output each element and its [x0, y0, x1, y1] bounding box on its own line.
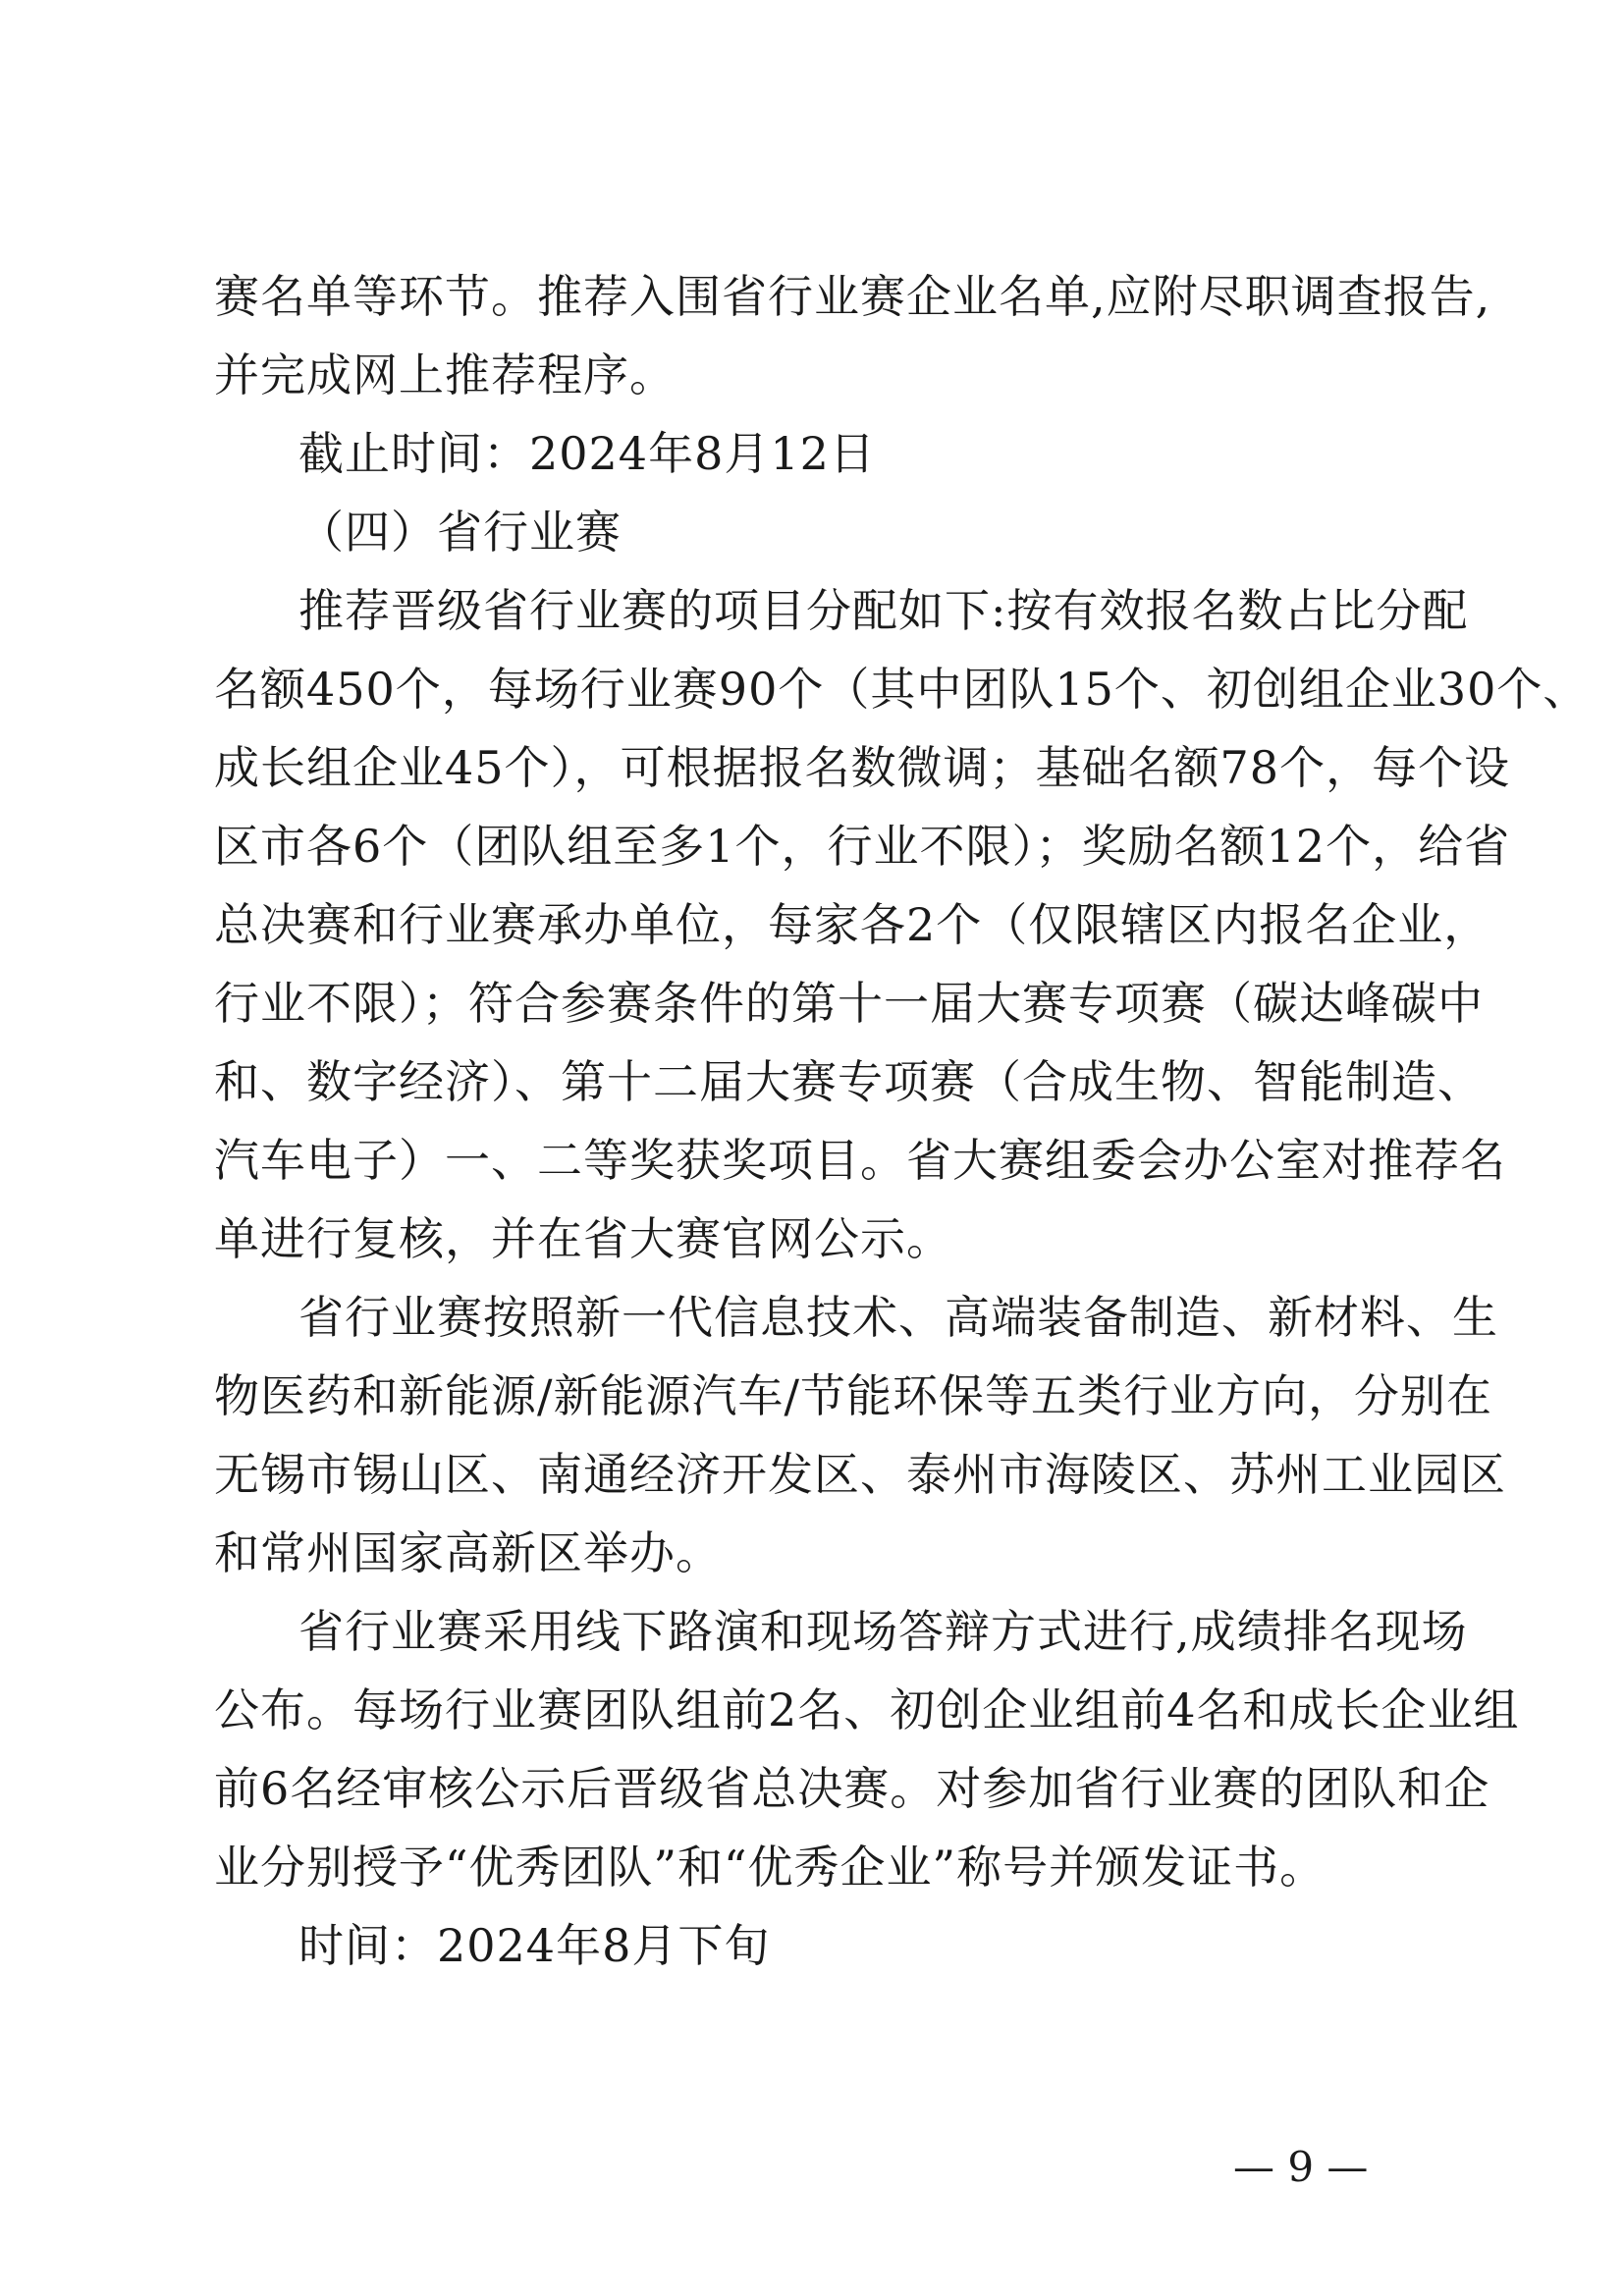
- text-line: 和常州国家高新区举办。: [214, 1526, 722, 1579]
- deadline-text: 截止时间：2024年8月12日: [298, 427, 876, 480]
- paragraph-time: [214, 1906, 1424, 1985]
- section-heading: [214, 493, 1424, 571]
- text-line: 单进行复核，并在省大赛官网公示。: [214, 1212, 952, 1265]
- text-line: 总决赛和行业赛承办单位，每家各2个（仅限辖区内报名企业，: [214, 898, 1490, 951]
- paragraph-allocation: [214, 571, 1590, 1278]
- text-line: 前6名经审核公示后晋级省总决赛。对参加省行业赛的团队和企: [214, 1762, 1490, 1815]
- text-line: 区市各6个（团队组至多1个，行业不限）；奖励名额12个，给省: [214, 820, 1511, 873]
- text-line: 行业不限）；符合参赛条件的第十一届大赛专项赛（碳达峰碳中: [214, 977, 1484, 1030]
- text-line: 省行业赛按照新一代信息技术、高端装备制造、新材料、生: [298, 1291, 1498, 1344]
- paragraph-format: [214, 1592, 1520, 1906]
- text-line: 推荐晋级省行业赛的项目分配如下:按有效报名数占比分配: [298, 584, 1469, 637]
- section-heading-text: （四）省行业赛: [298, 506, 622, 559]
- text-line: 公布。每场行业赛团队组前2名、初创企业组前4名和成长企业组: [214, 1683, 1520, 1736]
- text-line: 赛名单等环节。推荐入围省行业赛企业名单,应附尽职调查报告,: [214, 270, 1491, 323]
- page-number: — 9 —: [1233, 2143, 1369, 2191]
- paragraph-deadline: [214, 414, 1424, 493]
- text-line: 名额450个，每场行业赛90个（其中团队15个、初创组企业30个、: [214, 663, 1590, 716]
- text-line: 无锡市锡山区、南通经济开发区、泰州市海陵区、苏州工业园区: [214, 1448, 1506, 1501]
- text-line: 和、数字经济）、第十二届大赛专项赛（合成生物、智能制造、: [214, 1055, 1484, 1108]
- text-line: 成长组企业45个），可根据报名数微调；基础名额78个，每个设: [214, 741, 1511, 794]
- text-line: 汽车电子）一、二等奖获奖项目。省大赛组委会办公室对推荐名: [214, 1134, 1506, 1187]
- text-line: 物医药和新能源/新能源汽车/节能环保等五类行业方向，分别在: [214, 1369, 1492, 1422]
- paragraph-industries: [214, 1278, 1506, 1592]
- text-line: 业分别授予“优秀团队”和“优秀企业”称号并颁发证书。: [214, 1841, 1326, 1894]
- time-text: 时间：2024年8月下旬: [298, 1919, 771, 1972]
- document-body: [214, 257, 1590, 1985]
- paragraph-continued: [214, 257, 1491, 414]
- text-line: 并完成网上推荐程序。: [214, 348, 676, 401]
- text-line: 省行业赛采用线下路演和现场答辩方式进行,成绩排名现场: [298, 1605, 1468, 1658]
